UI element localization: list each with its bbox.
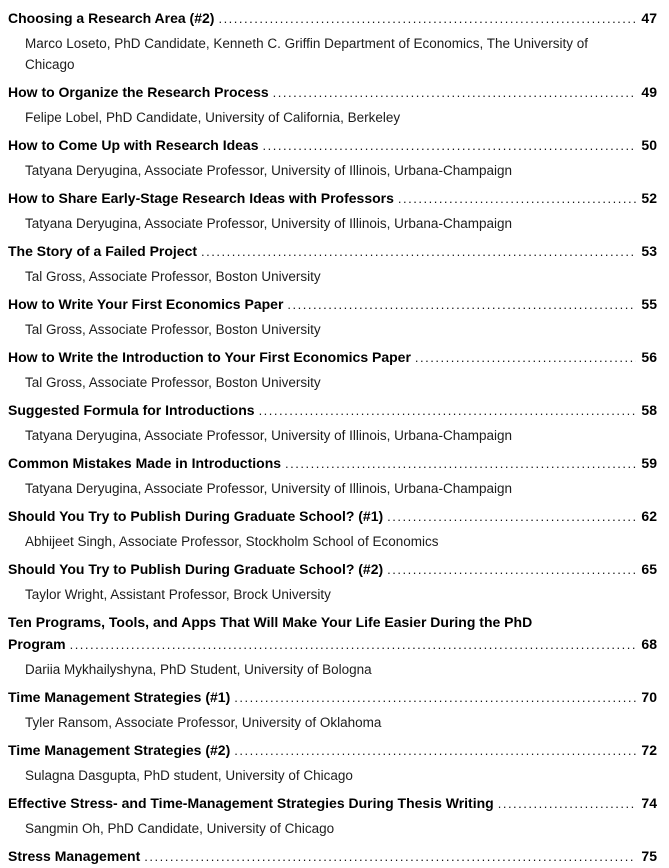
toc-entry-link[interactable] bbox=[8, 686, 657, 709]
toc-entry-link[interactable] bbox=[8, 240, 657, 263]
toc-entry bbox=[8, 792, 657, 839]
dot-leader-icon bbox=[287, 294, 636, 316]
toc-title: Time Management Strategies (#1) bbox=[8, 689, 231, 705]
toc-entry-link[interactable] bbox=[8, 505, 657, 528]
toc-entry-link[interactable] bbox=[8, 558, 657, 581]
toc-authors: Tyler Ransom, Associate Professor, University of Oklahoma bbox=[25, 715, 382, 730]
toc-entry bbox=[8, 399, 657, 446]
toc-entry bbox=[8, 558, 657, 605]
toc-page-number: 74 bbox=[641, 795, 657, 811]
toc-authors: Marco Loseto, PhD Candidate, Kenneth C. Griffin Department of Economics, The University of Chicago bbox=[25, 36, 589, 72]
toc-page-number: 47 bbox=[641, 10, 657, 26]
toc-entry bbox=[8, 293, 657, 340]
dot-leader-icon bbox=[70, 634, 636, 656]
dot-leader-icon bbox=[234, 687, 636, 709]
toc-entry-link[interactable] bbox=[8, 187, 657, 210]
toc-entry-link[interactable] bbox=[8, 845, 657, 868]
dot-leader-icon bbox=[144, 846, 636, 868]
toc-entry-link[interactable] bbox=[8, 452, 657, 475]
toc-title: Should You Try to Publish During Graduate School? (#2) bbox=[8, 561, 384, 577]
toc-title: How to Organize the Research Process bbox=[8, 84, 269, 100]
toc-page-number: 70 bbox=[641, 689, 657, 705]
toc-entry-link[interactable] bbox=[8, 739, 657, 762]
toc-authors: Felipe Lobel, PhD Candidate, University of California, Berkeley bbox=[25, 110, 401, 125]
dot-leader-icon bbox=[398, 188, 636, 210]
toc-entry-link[interactable] bbox=[8, 134, 657, 157]
toc-title: How to Share Early-Stage Research Ideas with Professors bbox=[8, 190, 394, 206]
toc-title: How to Write Your First Economics Paper bbox=[8, 296, 284, 312]
toc-page-number: 59 bbox=[641, 455, 657, 471]
toc-title: Suggested Formula for Introductions bbox=[8, 402, 255, 418]
toc-title: How to Write the Introduction to Your First Economics Paper bbox=[8, 349, 411, 365]
toc-entry bbox=[8, 686, 657, 733]
toc-title: Program bbox=[8, 636, 66, 652]
toc-title-overflow: Ten Programs, Tools, and Apps That Will Make Your Life Easier During the PhD bbox=[8, 614, 533, 630]
toc-page-number: 68 bbox=[641, 636, 657, 652]
toc-entry bbox=[8, 452, 657, 499]
toc-authors: Tal Gross, Associate Professor, Boston University bbox=[25, 375, 321, 390]
toc-entry-link[interactable] bbox=[8, 399, 657, 422]
toc-title: The Story of a Failed Project bbox=[8, 243, 198, 259]
toc-authors: Sulagna Dasgupta, PhD student, University of Chicago bbox=[25, 768, 353, 783]
dot-leader-icon bbox=[201, 241, 636, 263]
toc-authors: Tal Gross, Associate Professor, Boston University bbox=[25, 322, 321, 337]
toc-entry-link[interactable] bbox=[8, 346, 657, 369]
toc-entry bbox=[8, 240, 657, 287]
toc-title: Common Mistakes Made in Introductions bbox=[8, 455, 282, 471]
toc-authors: Dariia Mykhailyshyna, PhD Student, University of Bologna bbox=[25, 662, 372, 677]
dot-leader-icon bbox=[234, 740, 636, 762]
toc-title: Time Management Strategies (#2) bbox=[8, 742, 231, 758]
toc-entry-link[interactable] bbox=[8, 293, 657, 316]
toc-page-number: 49 bbox=[641, 84, 657, 100]
toc-authors: Taylor Wright, Assistant Professor, Brock University bbox=[25, 587, 331, 602]
toc-page-number: 50 bbox=[641, 137, 657, 153]
dot-leader-icon bbox=[259, 400, 636, 422]
toc-authors: Tatyana Deryugina, Associate Professor, University of Illinois, Urbana-Champaign bbox=[25, 428, 512, 443]
toc-entry bbox=[8, 739, 657, 786]
toc-entry bbox=[8, 187, 657, 234]
toc-page-number: 55 bbox=[641, 296, 657, 312]
toc-list bbox=[8, 7, 657, 868]
dot-leader-icon bbox=[387, 506, 636, 528]
toc-page-number: 56 bbox=[641, 349, 657, 365]
toc-page-number: 65 bbox=[641, 561, 657, 577]
toc-entry-link[interactable] bbox=[8, 81, 657, 104]
toc-page-number: 52 bbox=[641, 190, 657, 206]
toc-authors: Tatyana Deryugina, Associate Professor, University of Illinois, Urbana-Champaign bbox=[25, 216, 512, 231]
toc-page-number: 62 bbox=[641, 508, 657, 524]
dot-leader-icon bbox=[415, 347, 636, 369]
toc-entry bbox=[8, 81, 657, 128]
toc-authors: Tal Gross, Associate Professor, Boston University bbox=[25, 269, 321, 284]
dot-leader-icon bbox=[285, 453, 636, 475]
toc-title: Should You Try to Publish During Graduate School? (#1) bbox=[8, 508, 384, 524]
dot-leader-icon bbox=[387, 559, 636, 581]
dot-leader-icon bbox=[263, 135, 637, 157]
toc-entry bbox=[8, 505, 657, 552]
dot-leader-icon bbox=[498, 793, 636, 815]
toc-entry bbox=[8, 346, 657, 393]
toc-page-number: 58 bbox=[641, 402, 657, 418]
toc-authors: Tatyana Deryugina, Associate Professor, University of Illinois, Urbana-Champaign bbox=[25, 163, 512, 178]
toc-entry bbox=[8, 134, 657, 181]
toc-entry bbox=[8, 611, 657, 680]
toc-page-number: 72 bbox=[641, 742, 657, 758]
toc-page-number: 75 bbox=[641, 848, 657, 864]
toc-entry-link[interactable] bbox=[8, 633, 657, 656]
toc-entry bbox=[8, 845, 657, 868]
toc-authors: Abhijeet Singh, Associate Professor, Stockholm School of Economics bbox=[25, 534, 439, 549]
toc-entry-link[interactable] bbox=[8, 792, 657, 815]
dot-leader-icon bbox=[218, 8, 636, 30]
toc-title: How to Come Up with Research Ideas bbox=[8, 137, 259, 153]
toc-title: Stress Management bbox=[8, 848, 141, 864]
toc-authors: Sangmin Oh, PhD Candidate, University of Chicago bbox=[25, 821, 335, 836]
dot-leader-icon bbox=[273, 82, 636, 104]
toc-page-number: 53 bbox=[641, 243, 657, 259]
toc-entry bbox=[8, 7, 657, 75]
toc-entry-link[interactable] bbox=[8, 7, 657, 30]
toc-authors: Tatyana Deryugina, Associate Professor, University of Illinois, Urbana-Champaign bbox=[25, 481, 512, 496]
toc-title: Effective Stress- and Time-Management Strategies During Thesis Writing bbox=[8, 795, 494, 811]
toc-title: Choosing a Research Area (#2) bbox=[8, 10, 215, 26]
